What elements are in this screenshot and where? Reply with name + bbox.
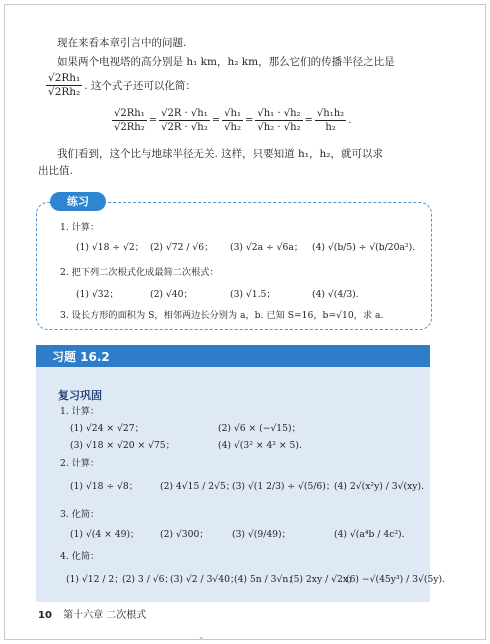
practice-q1-item-2: (2) √72 / √6； (150, 242, 214, 253)
g1-item-4: (4) √(3² × 4² × 5). (218, 440, 302, 451)
practice-q2-item-1: (1) √32； (76, 289, 119, 300)
g1-item-2: (2) √6 × (−√15)； (218, 423, 301, 434)
eq-frac-3 (222, 107, 243, 134)
practice-q1-item-3: (3) √2a ÷ √6a； (230, 242, 304, 253)
eq-d-2: √2R · √h₂ (161, 121, 208, 133)
g3-item-1: (1) √(4 × 49)； (70, 529, 140, 540)
eq-n-3: √h₁ (224, 107, 241, 119)
g1-item-1: (1) √24 × √27； (70, 423, 144, 434)
g4-item-6: (6) −√(45y³) / 3√(5y). (346, 574, 445, 585)
section-title: 复习巩固 (58, 389, 102, 402)
ratio-line (44, 72, 196, 99)
eq-d-4: √h₂ · √h₂ (257, 121, 301, 133)
eq-frac-4 (255, 107, 302, 134)
practice-q1-item-1: (1) √18 ÷ √2； (76, 242, 144, 253)
ratio-fraction (46, 72, 82, 99)
scroll-indicator-icon: ⌄ (198, 632, 205, 641)
g4-item-2: (2) 3 / √6； (122, 574, 174, 585)
page-number: 10 (38, 610, 52, 621)
g4-item-1: (1) √12 / 2； (66, 574, 124, 585)
eq-d-1: √2Rh₂ (114, 121, 145, 133)
equals: = (304, 114, 313, 126)
eq-frac-5 (315, 107, 346, 134)
exercise-g2: 2. 计算： (60, 458, 100, 469)
equation-chain (110, 100, 351, 140)
equals: = (244, 114, 254, 126)
ratio-numerator: √2Rh₁ (48, 72, 81, 84)
page-footer (38, 606, 146, 621)
eq-n-5: √h₁h₂ (316, 107, 345, 119)
g4-item-5: (5) 2xy / √2x； (290, 574, 358, 585)
exercise-title: 习题 16.2 (52, 350, 110, 364)
g2-item-4: (4) 2√(x²y) / 3√(xy). (334, 481, 424, 492)
practice-q2-item-2: (2) √40； (150, 289, 193, 300)
practice-q2-item-4: (4) √(4/3). (312, 289, 359, 300)
practice-q1-item-4: (4) √(b/5) ÷ √(b/20a²). (312, 242, 416, 253)
g2-item-2: (2) 4√15 / 2√5； (160, 481, 235, 492)
eq-frac-2 (159, 107, 210, 134)
practice-q2: 2. 把下列二次根式化成最简二次根式： (60, 267, 219, 278)
eq-n-1: √2Rh₁ (114, 107, 145, 119)
conclusion-line-1: 我们看到，这个比与地球半径无关. 这样，只要知道 h₁，h₂，就可以求 (57, 148, 383, 160)
g4-item-4: (4) 5n / 3√n； (234, 574, 298, 585)
g3-item-4: (4) √(a⁴b / 4c²). (334, 529, 405, 540)
equals: = (148, 114, 158, 126)
exercise-g3: 3. 化简： (60, 509, 100, 520)
intro-text: 现在来看本章引言中的问题. (57, 37, 187, 49)
exercise-g4: 4. 化简： (60, 551, 100, 562)
equals: = (211, 114, 221, 126)
eq-n-2: √2R · √h₁ (161, 107, 208, 119)
g4-item-3: (3) √2 / 3√40； (170, 574, 240, 585)
eq-d-5: h₂ (325, 121, 336, 133)
g3-item-2: (2) √300； (160, 529, 209, 540)
eq-d-3: √h₂ (224, 121, 241, 133)
practice-q2-item-3: (3) √1.5； (230, 289, 276, 300)
g2-item-3: (3) √(1 2/3) ÷ √(5/6)； (232, 481, 336, 492)
eq-frac-1 (112, 107, 147, 134)
tower-text: 如果两个电视塔的高分别是 h₁ km，h₂ km，那么它们的传播半径之比是 (57, 56, 395, 68)
exercise-g1: 1. 计算： (60, 406, 100, 417)
practice-title: 练习 (50, 192, 106, 211)
chapter-label: 第十六章 二次根式 (63, 610, 147, 621)
g1-item-3: (3) √18 × √20 × √75； (70, 440, 175, 451)
conclusion-line-2: 出比值. (38, 165, 73, 177)
practice-q1: 1. 计算： (60, 222, 100, 233)
practice-q3: 3. 设长方形的面积为 S，相邻两边长分别为 a，b. 已知 S=16，b=√10，求 a. (60, 310, 384, 321)
simplify-text: . 这个式子还可以化简： (84, 79, 196, 92)
eq-end: . (348, 114, 352, 126)
ratio-denominator: √2Rh₂ (48, 86, 81, 98)
g2-item-1: (1) √18 ÷ √8； (70, 481, 138, 492)
g3-item-3: (3) √(9/49)； (232, 529, 291, 540)
eq-n-4: √h₁ · √h₂ (257, 107, 301, 119)
